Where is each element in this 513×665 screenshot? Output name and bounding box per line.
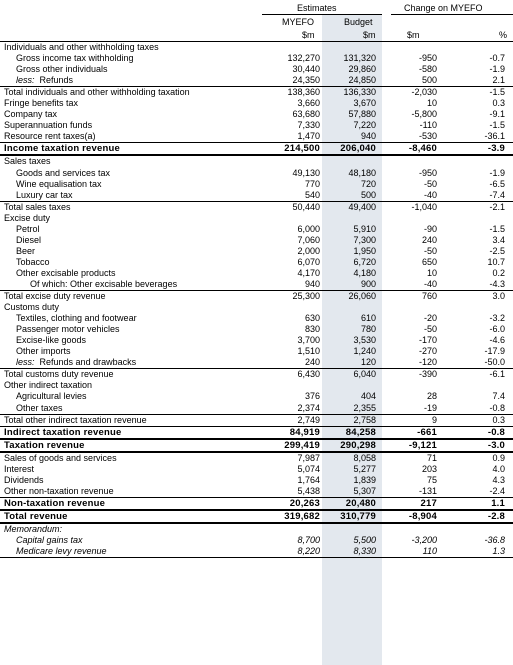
- row-label: Dividends: [4, 474, 44, 485]
- change-percent-value: -3.9: [447, 143, 513, 156]
- budget-value: [322, 523, 382, 535]
- change-percent-value: -2.1: [489, 201, 505, 212]
- budget-value: 24,850: [322, 75, 382, 87]
- change-dollars-value: [382, 380, 447, 391]
- budget-value: 8,058: [353, 452, 376, 463]
- budget-value: 7,300: [353, 234, 376, 245]
- change-percent-value: -6.5: [489, 178, 505, 189]
- change-dollars-value: 10: [426, 267, 437, 278]
- row-label: Memorandum:: [4, 523, 63, 534]
- change-percent-value: -36.8: [484, 535, 505, 546]
- change-percent-value: -3.2: [489, 313, 505, 324]
- myefo-value: 299,419: [262, 439, 322, 452]
- change-dollars-value: -950: [418, 167, 437, 178]
- budget-value: 49,400: [348, 201, 376, 212]
- row-label: Superannuation funds: [4, 120, 93, 131]
- change-dollars-value: [382, 155, 447, 167]
- table-row: [0, 346, 513, 357]
- budget-value: 1,240: [353, 346, 376, 357]
- myefo-value: [262, 42, 322, 53]
- change-percent-value: -2.5: [489, 245, 505, 256]
- change-dollars-value: -9,121: [382, 439, 447, 452]
- budget-value: 7,220: [353, 120, 376, 131]
- row-label: Passenger motor vehicles: [16, 324, 120, 335]
- budget-value: 900: [322, 279, 382, 291]
- table-row: [0, 439, 513, 452]
- change-dollars-value: -20: [423, 313, 437, 324]
- change-percent-value: -0.8: [447, 403, 513, 415]
- myefo-column-header: MYEFO: [282, 17, 315, 27]
- row-label: Gross income tax withholding: [16, 53, 134, 64]
- row-label: Individuals and other withholding taxes: [4, 42, 159, 53]
- budget-value: [322, 302, 382, 313]
- change-dollars-value: 217: [382, 497, 447, 510]
- myefo-value: 7,330: [297, 120, 320, 131]
- myefo-value: [262, 302, 322, 313]
- row-label: Taxation revenue: [0, 439, 262, 452]
- table-row: [0, 523, 513, 535]
- table-row: [0, 475, 513, 486]
- budget-value: 26,060: [348, 291, 376, 302]
- change-dollars-value: 10: [426, 98, 437, 109]
- change-dollars-value: -270: [418, 346, 437, 357]
- change-percent-value: -36.1: [447, 131, 513, 143]
- myefo-value: 84,919: [262, 426, 322, 439]
- budget-value: 500: [322, 190, 382, 202]
- change-dollars-value: 240: [421, 234, 437, 245]
- row-label-text: Refunds and drawbacks: [39, 357, 137, 368]
- table-row: [0, 302, 513, 313]
- budget-value: 5,307: [322, 486, 382, 498]
- budget-value: [322, 155, 382, 167]
- table-row: [0, 155, 513, 167]
- table-row: [0, 335, 513, 346]
- myefo-value: 540: [262, 190, 322, 202]
- row-label: Total individuals and other withholding taxation: [4, 87, 190, 98]
- row-label: Tobacco: [16, 256, 50, 267]
- table-row: [0, 98, 513, 109]
- row-label: Of which: Other excisable beverages: [0, 279, 262, 291]
- change-percent-value: 1.1: [447, 497, 513, 510]
- change-dollars-value: -50: [423, 178, 437, 189]
- estimates-header-underline: [262, 14, 382, 15]
- row-label: Resource rent taxes(a): [0, 131, 262, 143]
- change-dollars-value: -120: [382, 357, 447, 369]
- table-row: [0, 279, 513, 291]
- budget-value: 404: [360, 391, 376, 402]
- myefo-value: [262, 380, 322, 391]
- row-label: Other non-taxation revenue: [0, 486, 262, 498]
- budget-value: [322, 42, 382, 53]
- row-label: Fringe benefits tax: [4, 98, 79, 109]
- row-label: Total sales taxes: [4, 201, 71, 212]
- change-percent-value: 1.3: [447, 546, 513, 558]
- budget-value: 29,860: [348, 64, 376, 75]
- table-row: [0, 510, 513, 523]
- table-row: [0, 268, 513, 279]
- table-row: [0, 257, 513, 268]
- table-row: [0, 313, 513, 324]
- change-dollars-value: -1,040: [411, 201, 437, 212]
- myefo-value: 2,374: [262, 403, 322, 415]
- table-row: [0, 179, 513, 190]
- myefo-unit: $m: [302, 30, 315, 40]
- budget-value: 290,298: [322, 439, 382, 452]
- myefo-value: 1,470: [262, 131, 322, 143]
- table-row: [0, 53, 513, 64]
- budget-value: 20,480: [322, 497, 382, 510]
- row-label-prefix: less:: [16, 75, 35, 86]
- budget-value: 131,320: [343, 53, 376, 64]
- change-dollars-value: 71: [426, 452, 437, 463]
- change-dollars-value: 110: [382, 546, 447, 558]
- change-percent-value: 10.7: [487, 256, 505, 267]
- myefo-value: 132,270: [287, 53, 320, 64]
- myefo-value: 770: [304, 178, 320, 189]
- row-label: Medicare levy revenue: [0, 546, 262, 558]
- row-label: Total excise duty revenue: [4, 291, 106, 302]
- change-percent-value: [447, 155, 513, 167]
- row-label: Other indirect taxation: [4, 380, 93, 391]
- myefo-value: 25,300: [292, 291, 320, 302]
- table-row: [0, 497, 513, 510]
- table-row: [0, 403, 513, 415]
- row-label: Customs duty: [4, 302, 60, 313]
- change-percent-value: -6.1: [489, 369, 505, 380]
- change-percent-value: -1.5: [489, 87, 505, 98]
- budget-value: 48,180: [348, 167, 376, 178]
- budget-value: 120: [322, 357, 382, 369]
- budget-value: 310,779: [322, 510, 382, 523]
- row-label: Gross other individuals: [16, 64, 108, 75]
- budget-value: [322, 213, 382, 224]
- table-row: [0, 452, 513, 464]
- row-label: Indirect taxation revenue: [0, 426, 262, 439]
- table-row: [0, 131, 513, 143]
- revenue-table-body: [0, 42, 513, 558]
- myefo-value: 6,430: [297, 369, 320, 380]
- change-dollars-value: -8,904: [382, 510, 447, 523]
- myefo-value: 6,000: [297, 223, 320, 234]
- table-row: [0, 168, 513, 179]
- table-row: [0, 109, 513, 120]
- change-percent-value: -2.4: [447, 486, 513, 498]
- budget-value: 3,530: [353, 335, 376, 346]
- row-label: Sales taxes: [4, 156, 51, 167]
- change-percent-value: [447, 42, 513, 53]
- change-percent-value: [447, 523, 513, 535]
- change-percent-value: 0.9: [492, 452, 505, 463]
- budget-value: 84,258: [322, 426, 382, 439]
- myefo-value: [262, 523, 322, 535]
- myefo-value: 2,749: [262, 414, 322, 426]
- table-row: [0, 535, 513, 546]
- budget-value: 1,839: [353, 474, 376, 485]
- change-percent-value: 0.2: [492, 267, 505, 278]
- table-row: [0, 64, 513, 75]
- revenue-table: [0, 42, 513, 558]
- change-dollars-value: 203: [421, 463, 437, 474]
- table-row: [0, 369, 513, 381]
- row-label: Total revenue: [0, 510, 262, 523]
- myefo-value: 8,700: [297, 535, 320, 546]
- table-row: [0, 486, 513, 498]
- myefo-value: 24,350: [262, 75, 322, 87]
- row-label: Total customs duty revenue: [4, 369, 114, 380]
- row-label: Other imports: [16, 346, 71, 357]
- myefo-value: 7,060: [297, 234, 320, 245]
- change-percent-value: -9.1: [489, 109, 505, 120]
- myefo-value: 1,764: [297, 474, 320, 485]
- budget-value: 5,277: [353, 463, 376, 474]
- change-percent-value: -1.9: [489, 167, 505, 178]
- table-row: [0, 357, 513, 369]
- budget-value: 136,330: [343, 87, 376, 98]
- change-percent-value: -0.7: [489, 53, 505, 64]
- myefo-value: 5,438: [262, 486, 322, 498]
- table-row: [0, 546, 513, 558]
- change-percent-value: -4.6: [489, 335, 505, 346]
- change-header-underline: [391, 14, 513, 15]
- myefo-value: 8,220: [262, 546, 322, 558]
- change-percent-value: [447, 302, 513, 313]
- row-label: Non-taxation revenue: [0, 497, 262, 510]
- change-percent-value: -1.5: [489, 120, 505, 131]
- change-dollars-value: -580: [418, 64, 437, 75]
- row-label: Beer: [16, 245, 36, 256]
- change-dollars-value: [382, 302, 447, 313]
- myefo-value: 4,170: [297, 267, 320, 278]
- row-label: Capital gains tax: [16, 535, 83, 546]
- change-percent-value: 7.4: [492, 391, 505, 402]
- row-label: Textiles, clothing and footwear: [16, 313, 137, 324]
- change-percent-value: -3.0: [447, 439, 513, 452]
- change-percent-value: -0.8: [447, 426, 513, 439]
- budget-value: 5,500: [353, 535, 376, 546]
- budget-value: 1,950: [353, 245, 376, 256]
- change-dollars-value: -2,030: [411, 87, 437, 98]
- change-unit: $m: [407, 30, 420, 40]
- budget-value: 57,880: [348, 109, 376, 120]
- change-percent-value: 2.1: [447, 75, 513, 87]
- budget-value: 8,330: [322, 546, 382, 558]
- row-label: Excise-like goods: [16, 335, 87, 346]
- change-dollars-value: -50: [423, 324, 437, 335]
- change-dollars-value: 650: [421, 256, 437, 267]
- change-dollars-value: -530: [382, 131, 447, 143]
- table-row: [0, 380, 513, 391]
- change-dollars-value: 28: [426, 391, 437, 402]
- change-percent-value: -1.5: [489, 223, 505, 234]
- table-row: [0, 464, 513, 475]
- row-label: Agricultural levies: [16, 391, 87, 402]
- budget-value: 2,758: [322, 414, 382, 426]
- table-row: [0, 201, 513, 213]
- budget-value: 6,720: [353, 256, 376, 267]
- change-percent-value: -2.8: [447, 510, 513, 523]
- budget-value: 6,040: [353, 369, 376, 380]
- change-dollars-value: [382, 213, 447, 224]
- change-header: Change on MYEFO: [404, 3, 483, 13]
- percent-unit: %: [499, 30, 508, 40]
- change-percent-value: 0.3: [492, 98, 505, 109]
- myefo-value: 3,700: [297, 335, 320, 346]
- change-percent-value: 3.0: [492, 291, 505, 302]
- row-label: Interest: [4, 463, 35, 474]
- myefo-value: 376: [304, 391, 320, 402]
- row-label: Luxury car tax: [0, 190, 262, 202]
- row-label: Company tax: [4, 109, 58, 120]
- table-row: [0, 414, 513, 426]
- table-row: [0, 75, 513, 87]
- table-row: [0, 224, 513, 235]
- table-row: [0, 42, 513, 53]
- table-row: [0, 143, 513, 156]
- change-percent-value: 4.3: [492, 474, 505, 485]
- table-row: [0, 213, 513, 224]
- change-dollars-value: 9: [382, 414, 447, 426]
- budget-unit: $m: [363, 30, 376, 40]
- myefo-value: 240: [262, 357, 322, 369]
- table-row: [0, 246, 513, 257]
- row-label: Excise duty: [4, 212, 51, 223]
- table-row: [0, 291, 513, 303]
- myefo-value: 319,682: [262, 510, 322, 523]
- change-percent-value: -4.3: [447, 279, 513, 291]
- myefo-value: 63,680: [292, 109, 320, 120]
- change-percent-value: [447, 213, 513, 224]
- myefo-value: 30,440: [292, 64, 320, 75]
- table-row: [0, 120, 513, 131]
- myefo-value: 5,074: [297, 463, 320, 474]
- row-label: Other excisable products: [16, 267, 116, 278]
- budget-value: 780: [360, 324, 376, 335]
- row-label: Other taxes: [0, 403, 262, 415]
- row-label: [0, 75, 262, 87]
- change-percent-value: 4.0: [492, 463, 505, 474]
- budget-value: [322, 380, 382, 391]
- row-label: Total other indirect taxation revenue: [0, 414, 262, 426]
- myefo-value: 49,130: [292, 167, 320, 178]
- change-dollars-value: [382, 42, 447, 53]
- table-row: [0, 391, 513, 402]
- change-dollars-value: -390: [418, 369, 437, 380]
- change-dollars-value: -90: [423, 223, 437, 234]
- table-row: [0, 324, 513, 335]
- change-dollars-value: [382, 523, 447, 535]
- change-dollars-value: -5,800: [411, 109, 437, 120]
- table-row: [0, 190, 513, 202]
- row-label-text: Refunds: [39, 75, 74, 86]
- change-dollars-value: -131: [382, 486, 447, 498]
- myefo-value: [262, 213, 322, 224]
- change-dollars-value: -3,200: [411, 535, 437, 546]
- budget-value: 940: [322, 131, 382, 143]
- row-label: Wine equalisation tax: [16, 178, 102, 189]
- myefo-value: 2,000: [297, 245, 320, 256]
- myefo-value: 138,360: [287, 87, 320, 98]
- myefo-value: 7,987: [297, 452, 320, 463]
- change-percent-value: -6.0: [489, 324, 505, 335]
- budget-value: 3,670: [353, 98, 376, 109]
- myefo-value: 6,070: [297, 256, 320, 267]
- myefo-value: 50,440: [292, 201, 320, 212]
- change-dollars-value: 760: [421, 291, 437, 302]
- row-label: Sales of goods and services: [4, 452, 117, 463]
- myefo-value: 1,510: [297, 346, 320, 357]
- myefo-value: 630: [304, 313, 320, 324]
- change-dollars-value: -8,460: [382, 143, 447, 156]
- budget-column-header: Budget: [344, 17, 373, 27]
- change-percent-value: -50.0: [447, 357, 513, 369]
- myefo-value: 214,500: [262, 143, 322, 156]
- change-dollars-value: -50: [423, 245, 437, 256]
- myefo-value: [262, 155, 322, 167]
- myefo-value: 830: [304, 324, 320, 335]
- change-dollars-value: -19: [382, 403, 447, 415]
- budget-value: 610: [360, 313, 376, 324]
- change-dollars-value: -661: [382, 426, 447, 439]
- change-percent-value: -1.9: [489, 64, 505, 75]
- change-dollars-value: 500: [382, 75, 447, 87]
- row-label-prefix: less:: [16, 357, 35, 368]
- row-label: Petrol: [16, 223, 40, 234]
- change-dollars-value: -170: [418, 335, 437, 346]
- budget-value: 4,180: [353, 267, 376, 278]
- budget-value: 2,355: [322, 403, 382, 415]
- change-percent-value: -17.9: [484, 346, 505, 357]
- table-row: [0, 426, 513, 439]
- change-dollars-value: 75: [426, 474, 437, 485]
- budget-value: 720: [360, 178, 376, 189]
- change-dollars-value: -40: [382, 190, 447, 202]
- change-percent-value: 3.4: [492, 234, 505, 245]
- budget-value: 5,910: [353, 223, 376, 234]
- myefo-value: 940: [262, 279, 322, 291]
- budget-value: 206,040: [322, 143, 382, 156]
- change-percent-value: [447, 380, 513, 391]
- estimates-header: Estimates: [297, 3, 337, 13]
- change-percent-value: -7.4: [447, 190, 513, 202]
- table-row: [0, 87, 513, 99]
- row-label: Diesel: [16, 234, 42, 245]
- change-dollars-value: -40: [382, 279, 447, 291]
- row-label: Goods and services tax: [16, 167, 111, 178]
- table-row: [0, 235, 513, 246]
- myefo-value: 20,263: [262, 497, 322, 510]
- row-label: Income taxation revenue: [0, 143, 262, 156]
- change-dollars-value: -110: [419, 120, 437, 131]
- change-dollars-value: -950: [418, 53, 437, 64]
- myefo-value: 3,660: [297, 98, 320, 109]
- row-label: [0, 357, 262, 369]
- change-percent-value: 0.3: [447, 414, 513, 426]
